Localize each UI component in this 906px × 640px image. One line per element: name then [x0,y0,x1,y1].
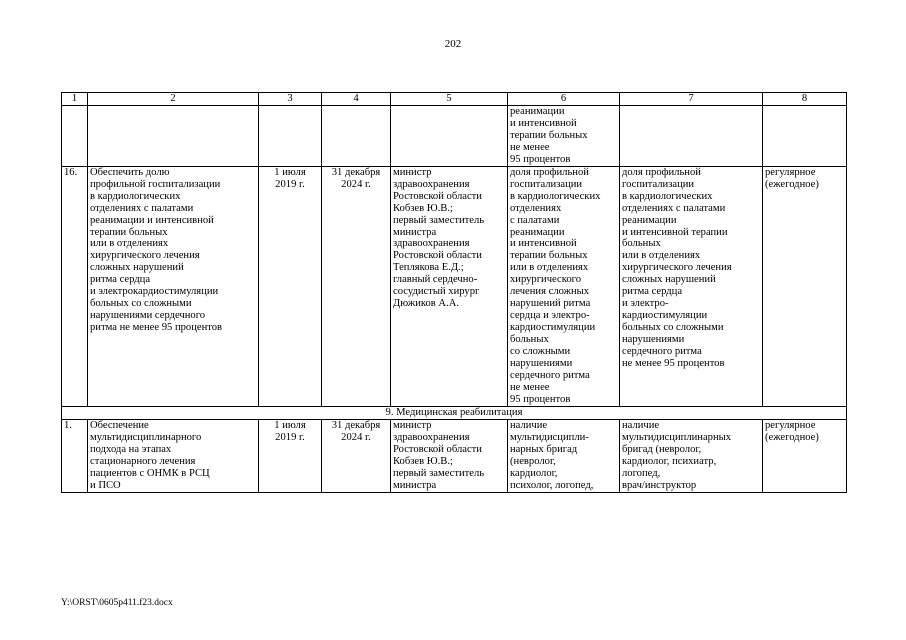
column-number: 4 [322,93,391,106]
end-date-cell: 31 декабря 2024 г. [322,419,391,492]
result-cell: доля профильной госпитализации в кардиологических отделениях с палатами реанимации и интенсивной терапии больных или в отделениях хирургического лечения сложных нарушений ритма сердца и электро- кардиостимуляции больных со сложными нарушениями сердечного ритма не менее 95 процентов [508,166,620,406]
section-title: 9. Медицинская реабилитация [62,406,847,419]
table-cell [259,106,322,167]
row-number: 1. [62,419,88,492]
column-number: 7 [620,93,763,106]
table-cell [620,106,763,167]
column-number-row [62,93,847,106]
table-cell [763,106,847,167]
frequency-cell: регулярное (ежегодное) [763,166,847,406]
table-cell [62,106,88,167]
table-row [62,419,847,492]
row-number: 16. [62,166,88,406]
table-row [62,166,847,406]
result-cell: наличие мультидисципли- нарных бригад (невролог, кардиолог, психолог, логопед, [508,419,620,492]
end-date-cell: 31 декабря 2024 г. [322,166,391,406]
column-number: 3 [259,93,322,106]
column-number: 1 [62,93,88,106]
start-date-cell: 1 июля 2019 г. [259,166,322,406]
column-number: 6 [508,93,620,106]
table-cell [322,106,391,167]
page-number: 202 [444,38,462,50]
footer-file-path: Y:\ORST\0605p411.f23.docx [61,598,173,608]
continuation-row [62,106,847,167]
column-number: 8 [763,93,847,106]
task-cell: Обеспечить долю профильной госпитализации в кардиологических отделениях с палатами реанимации и интенсивной терапии больных или в отделениях хирургического лечения сложных нарушений ритма сердца и электрокардиостимуляции больных со сложными нарушениями сердечного ритма не менее 95 процентов [88,166,259,406]
table-cell [391,106,508,167]
result-cell: реанимации и интенсивной терапии больных не менее 95 процентов [508,106,620,167]
column-number: 5 [391,93,508,106]
indicator-cell: доля профильной госпитализации в кардиологических отделениях с палатами реанимации и интенсивной терапии больных или в отделениях хирургического лечения сложных нарушений ритма сердца и электро- кардиостимуляции больных со сложными нарушениями сердечного ритма не менее 95 процентов [620,166,763,406]
indicator-cell: наличие мультидисциплинарных бригад (невролог, кардиолог, психиатр, логопед, врач/инструктор [620,419,763,492]
section-row [62,406,847,419]
plan-table [61,92,847,493]
column-number: 2 [88,93,259,106]
table-cell [88,106,259,167]
responsible-cell: министр здравоохранения Ростовской области Кобзев Ю.В.; первый заместитель министра здравоохранения Ростовской области Теплякова Е.Д.; главный сердечно- сосудистый хирург Дюжиков А.А. [391,166,508,406]
start-date-cell: 1 июля 2019 г. [259,419,322,492]
frequency-cell: регулярное (ежегодное) [763,419,847,492]
responsible-cell: министр здравоохранения Ростовской области Кобзев Ю.В.; первый заместитель министра [391,419,508,492]
task-cell: Обеспечение мультидисциплинарного подхода на этапах стационарного лечения пациентов с ОНМК в РСЦ и ПСО [88,419,259,492]
